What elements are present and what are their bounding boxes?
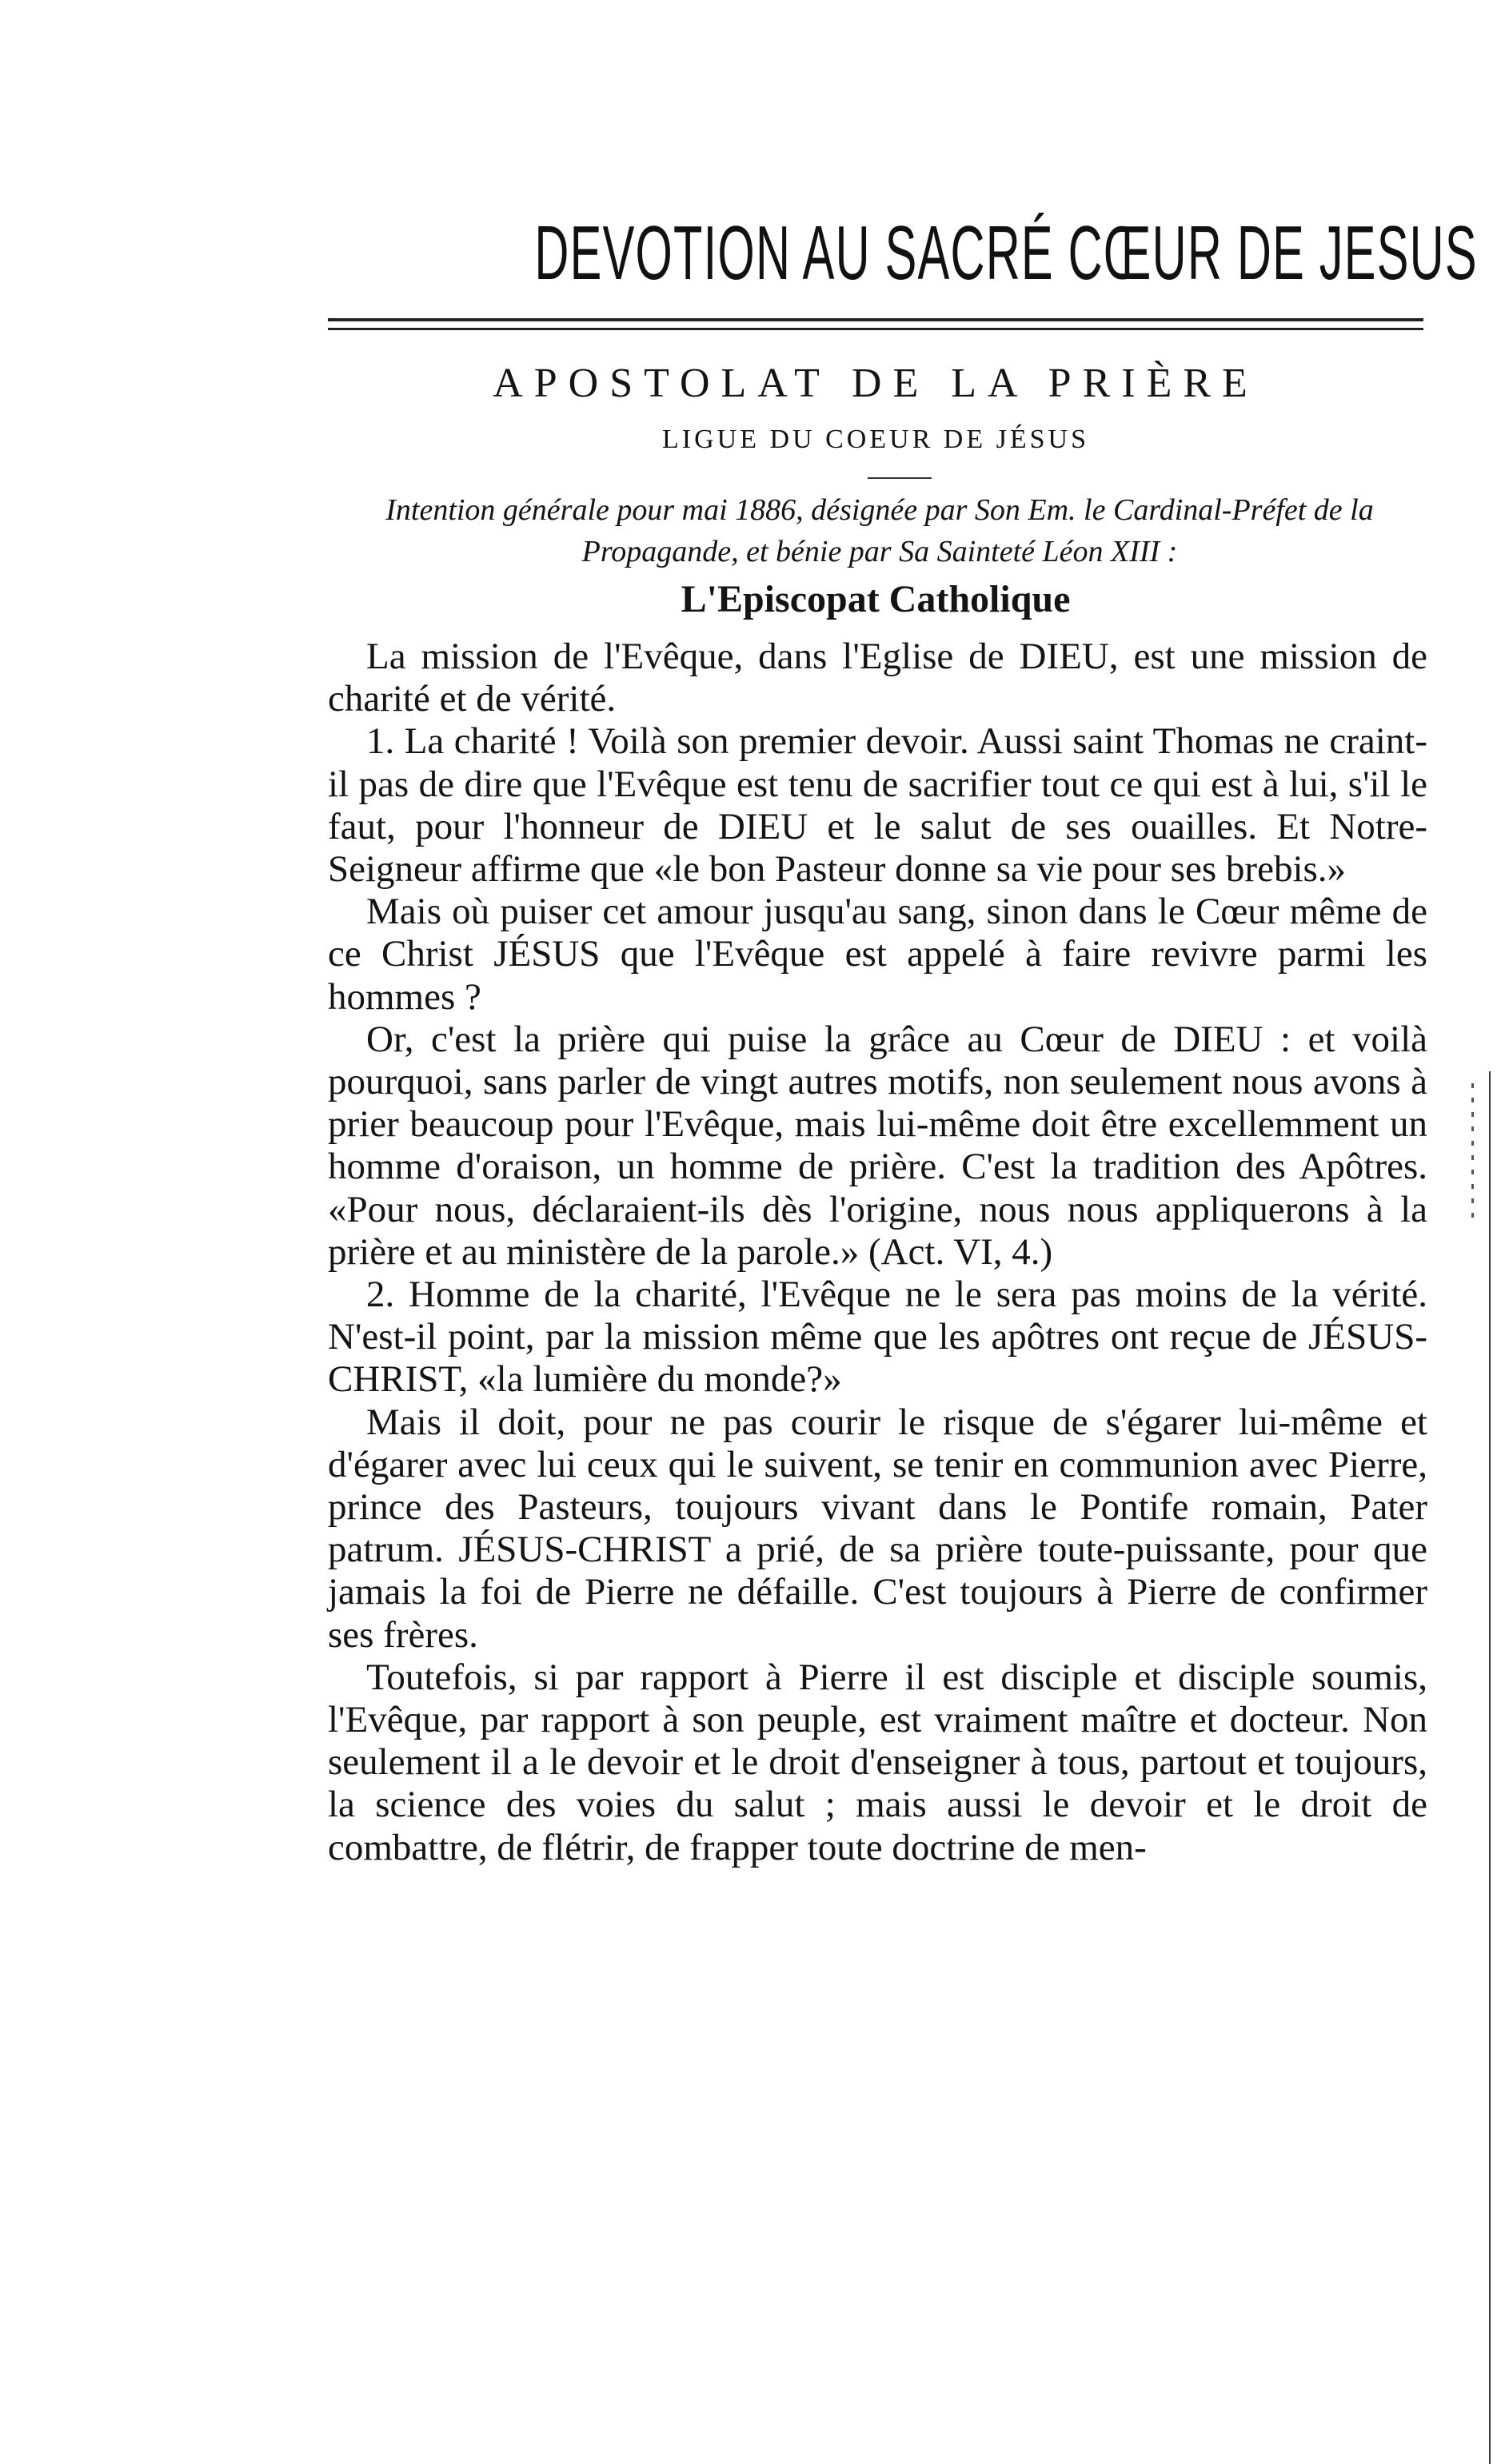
paragraph: Mais où puiser cet amour jusqu'au sang, sinon dans le Cœur même de ce Christ JÉSUS que l'Evêque est appelé à faire revivre parmi les hommes ? (328, 891, 1427, 1018)
subject-title: L'Episcopat Catholique (681, 578, 1071, 620)
paragraph: 1. La charité ! Voilà son premier devoir. Aussi saint Thomas ne craint-il pas de dire que l'Evêque est tenu de sacrifier tout ce qui est à lui, s'il le faut, pour l'honneur de DIEU et le salut de ses ouailles. Et Notre-Seigneur affirme que «le bon Pasteur donne sa vie pour ses brebis.» (328, 720, 1427, 891)
body-text (328, 636, 1427, 1869)
paragraph: Mais il doit, pour ne pas courir le risque de s'égarer lui-même et d'égarer avec lui ceux qui le suivent, se tenir en communion avec Pierre, prince des Pasteurs, toujours vivant dans le Pontife romain, Pater patrum. JÉSUS-CHRIST a prié, de sa prière toute-puissante, pour que jamais la foi de Pierre ne défaille. C'est toujours à Pierre de confirmer ses frères. (328, 1401, 1427, 1656)
section-subheading: LIGUE DU COEUR DE JÉSUS (662, 425, 1089, 454)
title-rule-top (328, 318, 1423, 321)
section-heading: APOSTOLAT DE LA PRIÈRE (493, 361, 1259, 406)
paragraph: La mission de l'Evêque, dans l'Eglise de DIEU, est une mission de charité et de vérité. (328, 636, 1427, 720)
page-edge-line (1489, 1071, 1491, 2464)
paragraph: 2. Homme de la charité, l'Evêque ne le sera pas moins de la vérité. N'est-il point, par la mission même que les apôtres ont reçue de JÉSUS-CHRIST, «la lumière du monde?» (328, 1274, 1427, 1401)
intention-text: Intention générale pour mai 1886, désignée par Son Em. le Cardinal-Préfet de la Propagande, et bénie par Sa Sainteté Léon XIII : (385, 493, 1374, 568)
page-edge-marks (1471, 1083, 1474, 1227)
title-rule-bottom (328, 328, 1423, 330)
short-divider (868, 477, 932, 479)
document-title: DEVOTION AU SACRÉ CŒUR DE JESUS (534, 210, 1478, 296)
paragraph: Or, c'est la prière qui puise la grâce au Cœur de DIEU : et voilà pourquoi, sans parler de vingt autres motifs, non seulement nous avons à prier beaucoup pour l'Evêque, mais lui-même doit être excellemment un homme d'oraison, un homme de prière. C'est la tradition des Apôtres. «Pour nous, déclaraient-ils dès l'origine, nous nous appliquerons à la prière et au ministère de la parole.» (Act. VI, 4.) (328, 1018, 1427, 1273)
paragraph: Toutefois, si par rapport à Pierre il est disciple et disciple soumis, l'Evêque, par rapport à son peuple, est vraiment maître et docteur. Non seulement il a le devoir et le droit d'enseigner à tous, partout et toujours, la science des voies du salut ; mais aussi le devoir et le droit de combattre, de flétrir, de frapper toute doctrine de men- (328, 1656, 1427, 1868)
